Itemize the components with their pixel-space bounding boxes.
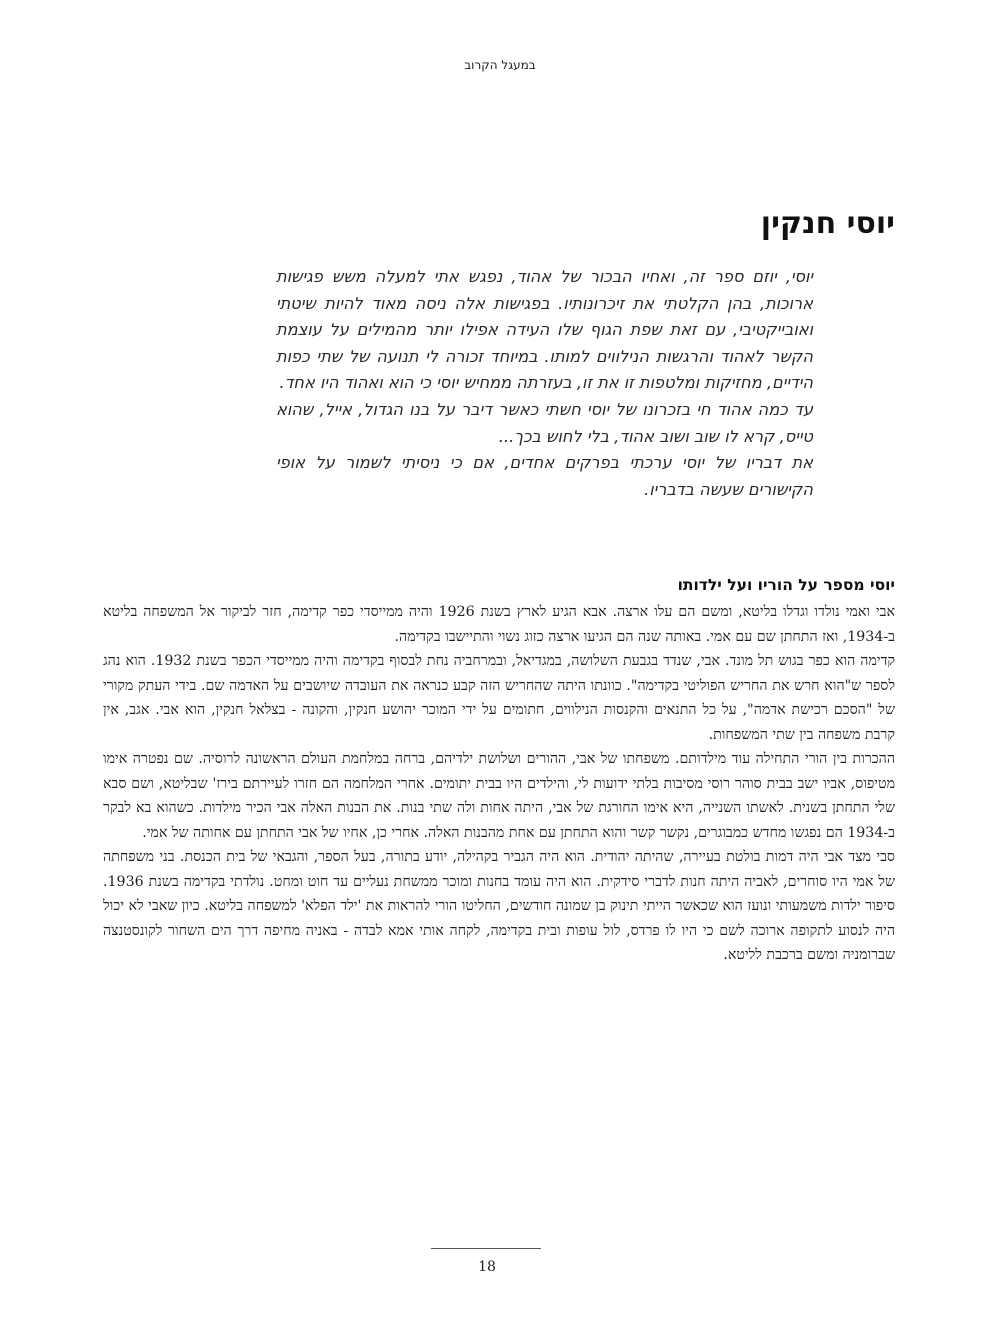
body-paragraph: סבי מצד אבי היה דמות בולטת בעיירה, שהיתה יהודית. הוא היה הגביר בקהילה, יודע בתורה, בעל הספר, והגבאי של בית הכנסת. בני משפחתה של אמי היו סוחרים, לאביה היתה חנות לדברי סידקית. הוא היה עומד בחנות ומוכר ממשחת נעליים עד חוט ומחט. נולדתי בקדימה בשנת 1936. סיפור ילדות משמעותי ונועז הוא שכאשר הייתי תינוק בן שמונה חודשים, החליטו הורי להראות את 'ילד הפלא' למשפחה בליטא. כיון שאבי לא יכול היה לנסוע לתקופה ארוכה לשם כי היו לו פרדס, לול עופות ובית בקדימה, לקחה אותי אמא לבדה - באניה מחיפה דרך הים השחור לקונסטנצה שברומניה ומשם ברכבת לליטא. [103,849,895,963]
running-header: במעגל הקרוב [464,58,536,72]
intro-paragraph: את דבריו של יוסי ערכתי בפרקים אחדים, אם כי ניסיתי לשמור על אופי הקישורים שעשה בדבריו. [276,453,813,499]
intro-block [276,264,813,503]
section-heading: יוסי מספר על הוריו ועל ילדותו [677,576,895,594]
chapter-title: יוסי חנקין [760,206,895,241]
page-number: 18 [478,1259,496,1275]
body-paragraph: אבי ואמי נולדו וגדלו בליטא, ומשם הם עלו ארצה. אבא הגיע לארץ בשנת 1926 והיה ממייסדי כפר קדימה, חזר לביקור אל המשפחה בליטא ב-1934, ואז התחתן שם עם אמי. באותה שנה הם הגיעו ארצה כזוג נשוי והתיישבו בקדימה. [103,604,895,645]
footer-divider [431,1248,541,1249]
intro-paragraph: עד כמה אהוד חי בזכרונו של יוסי חשתי כאשר דיבר על בנו הגדול, אייל, שהוא טייס, קרא לו שוב ושוב אהוד, בלי לחוש בכך... [276,399,813,446]
body-text [103,600,895,968]
body-paragraph: ההכרות בין הורי התחילה עוד מילדותם. משפחתו של אבי, ההורים ושלושת ילדיהם, ברחה במלחמת העולם הראשונה לרוסיה. שם נפטרה אימו מטיפוס, אביו ישב בבית סוהר רוסי מסיבות בלתי ידועות לי, והילדים היו בבית יתומים. אחרי המלחמה הם חזרו לעיירתם בירז' שבליטא, ושם סבא שלי התחתן בשנית. לאשתו השנייה, היא אימו החורגת של אבי, היתה אחות ולה שתי בנות. את הבנות האלה אבי הכיר מילדות. כשהוא בא לבקר ב-1934 הם נפגשו מחדש כמבוגרים, נקשר קשר והוא התחתן עם אחת מהבנות האלה. אחרי כן, אחיו של אבי התחתן עם אחותה של אמי. [103,751,895,841]
intro-paragraph: יוסי, יוזם ספר זה, ואחיו הבכור של אהוד, נפגש אתי למעלה משש פגישות ארוכות, בהן הקלטתי את זיכרונותיו. בפגישות אלה ניסה מאוד להיות שיטתי ואובייקטיבי, עם זאת שפת הגוף שלו העידה אפילו יותר מהמילים על עוצמת הקשר לאהוד והרגשות הנילווים למותו. במיוחד זכורה לי תנועה של שתי כפות הידיים, מחזיקות ומלטפות זו את זו, בעזרתה ממחיש יוסי כי הוא ואהוד היו אחד. [276,267,813,393]
body-paragraph: קדימה הוא כפר בגוש תל מונד. אבי, שנדד בגבעת השלושה, במגדיאל, ובמרחביה נחת לבסוף בקדימה והיה ממייסדי הכפר בשנת 1932. הוא נהג לספר ש"הוא חרש את החריש הפוליטי בקדימה". כוונתו היתה שהחריש הזה קבע כנראה את העובדה שיושבים על האדמה שם. בידי העתק מקורי של "הסכם רכישת אדמה", על כל התנאים והקנסות הנילווים, חתומים על ידי המוכר יהושע חנקין, והקונה - בצלאל חנקין, הוא אבי. אגב, אין קרבת משפחה בין שתי המשפחות. [103,653,895,743]
